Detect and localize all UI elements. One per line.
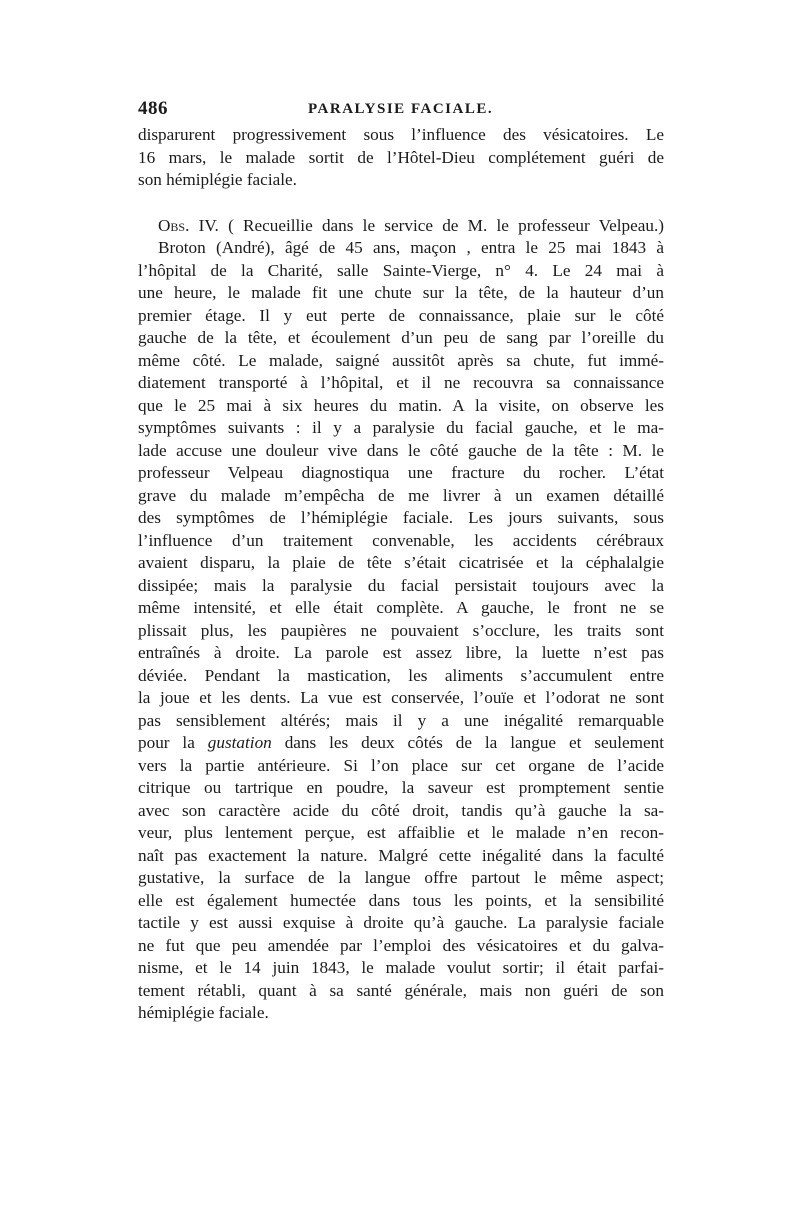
text-line: nisme, et le 14 juin 1843, le malade voulut sortir; il était parfai- [138,958,664,977]
text-line: disparurent progressivement sous l’influence des vésicatoires. Le [138,125,664,144]
text-line: Broton (André), âgé de 45 ans, maçon , entra le 25 mai 1843 à [158,238,664,257]
text-line: gauche de la tête, et écoulement d’un peu de sang par l’oreille du [138,328,664,347]
text-line: l’influence d’un traitement convenable, les accidents cérébraux [138,530,664,550]
text-line: tactile y est aussi exquise à droite qu’à gauche. La paralysie faciale [138,913,664,932]
text-line: avec son caractère acide du côté droit, tandis qu’à gauche la sa- [138,800,664,820]
text-line: avaient disparu, la plaie de tête s’était cicatrisée et la céphalalgie [138,553,664,572]
text-line: dissipée; mais la paralysie du facial persistait toujours avec la [138,575,664,595]
text-line: hémiplégie faciale. [138,1003,269,1022]
text-line: que le 25 mai à six heures du matin. A la visite, on observe les [138,395,664,415]
text-fragment: pour la [138,733,208,752]
text-line: des symptômes de l’hémiplégie faciale. Les jours suivants, sous [138,508,664,527]
italic-term: gustation [207,733,272,752]
text-line: l’hôpital de la Charité, salle Sainte-Vierge, n° 4. Le 24 mai à [138,260,664,280]
text-line: déviée. Pendant la mastication, les aliments s’accumulent entre [138,665,664,685]
observation-source: ( Recueillie dans le service de M. le professeur Velpeau.) [228,215,664,235]
text-line: 16 mars, le malade sortit de l’Hôtel-Dieu complétement guéri de [138,147,664,167]
observation-label: Obs. IV. [158,215,219,235]
observation-heading [138,215,664,238]
text-line: citrique ou tartrique en poudre, la saveur est promptement sentie [138,778,664,797]
body-text [138,124,664,1025]
text-line: naît pas exactement la nature. Malgré cette inégalité dans la faculté [138,845,664,865]
text-line-with-italic [138,732,664,755]
text-line: une heure, le malade fit une chute sur la tête, de la hauteur d’un [138,283,664,302]
text-line: gustative, la surface de la langue offre partout le même aspect; [138,868,664,887]
text-line: la joue et les dents. La vue est conservée, l’ouïe et l’odorat ne sont [138,688,664,707]
text-line: grave du malade m’empêcha de me livrer à un examen détaillé [138,485,664,505]
text-line: son hémiplégie faciale. [138,170,297,189]
text-line: diatement transporté à l’hôpital, et il ne recouvra sa connaissance [138,373,664,392]
text-line: lade accuse une douleur vive dans le côté gauche de la tête : M. le [138,440,664,460]
text-line: tement rétabli, quant à sa santé générale, mais non guéri de son [138,980,664,1000]
page-number: 486 [138,98,168,119]
text-line: plissait plus, les paupières ne pouvaient s’occlure, les traits sont [138,620,664,640]
text-line: elle est également humectée dans tous les points, et la sensibilité [138,890,664,910]
text-line: même côté. Le malade, saigné aussitôt après sa chute, fut immé- [138,350,664,370]
text-line: ne fut que peu amendée par l’emploi des vésicatoires et du galva- [138,935,664,955]
running-title: PARALYSIE FACIALE. [308,101,494,117]
text-line: pas sensiblement altérés; mais il y a une inégalité remarquable [138,710,664,730]
text-line: entraînés à droite. La parole est assez libre, la luette n’est pas [138,643,664,662]
text-line: même intensité, et elle était complète. A gauche, le front ne se [138,598,664,617]
text-line: vers la partie antérieure. Si l’on place sur cet organe de l’acide [138,755,664,775]
text-line: premier étage. Il y eut perte de connaissance, plaie sur le côté [138,305,664,325]
text-line: professeur Velpeau diagnostiqua une fracture du rocher. L’état [138,463,664,482]
text-line: symptômes suivants : il y a paralysie du facial gauche, et le ma- [138,418,664,437]
paragraph-gap [138,192,664,215]
page-header [138,98,664,124]
text-line: veur, plus lentement perçue, est affaiblie et le malade n’en recon- [138,823,664,842]
text-fragment: dans les deux côtés de la langue et seulement [271,733,664,752]
